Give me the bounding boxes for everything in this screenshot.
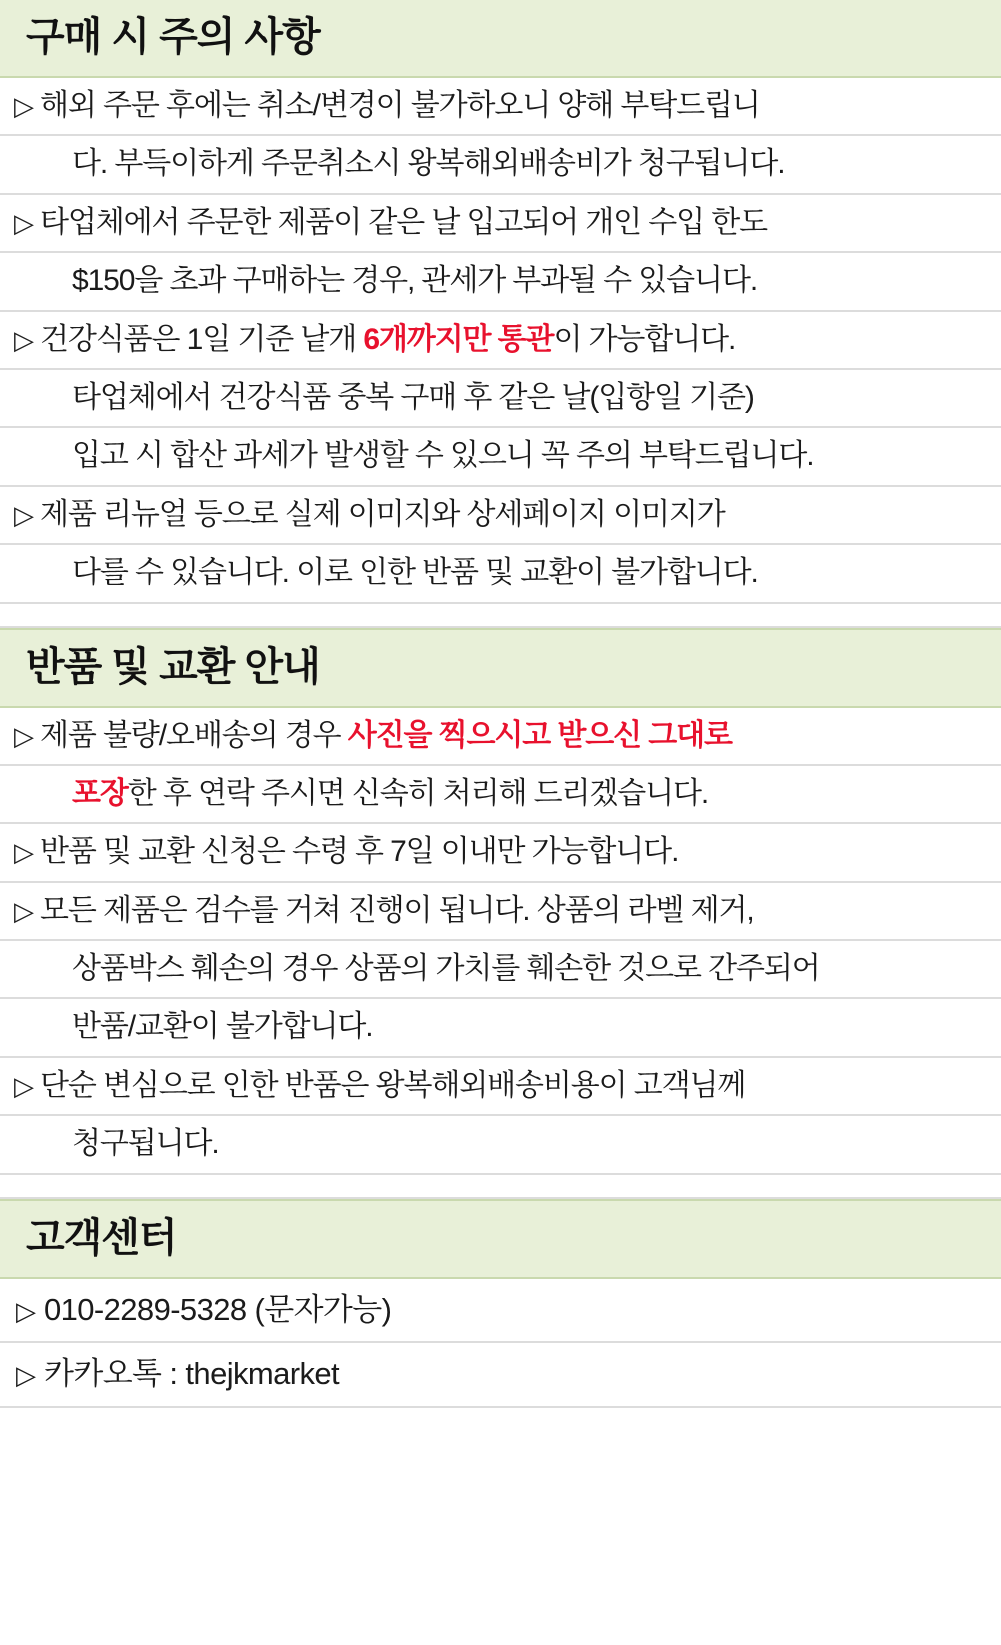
notice-row (0, 487, 1001, 545)
section-divider-2 (0, 1175, 1001, 1199)
highlighted-text: 6개까지만 통관 (363, 322, 554, 356)
notice-row-text (40, 835, 678, 868)
notice-row-text (40, 498, 725, 531)
notice-row-text (72, 381, 754, 414)
notice-row-text (72, 952, 820, 985)
notice-row (0, 766, 1001, 824)
notice-row-text (72, 777, 708, 810)
notice-row-text (72, 1010, 373, 1043)
notice-row (0, 1058, 1001, 1116)
notice-row (0, 824, 1001, 882)
plain-text: $150을 초과 구매하는 경우, 관세가 부과될 수 있습니다. (72, 264, 758, 298)
plain-text: 다. 부득이하게 주문취소시 왕복해외배송비가 청구됩니다. (72, 147, 785, 181)
bullet-triangle-icon: ▷ (14, 91, 33, 121)
notice-row-text (40, 1069, 745, 1102)
contact-row[interactable] (0, 1343, 1001, 1408)
notice-row (0, 941, 1001, 999)
plain-text: 다를 수 있습니다. 이로 인한 반품 및 교환이 불가합니다. (72, 556, 758, 590)
notice-row-text (40, 894, 754, 927)
section-title-customer-center: 고객센터 (26, 1215, 177, 1260)
plain-text: 반품 및 교환 신청은 수령 후 7일 이내만 가능합니다. (40, 835, 679, 869)
highlighted-text: 사진을 찍으시고 받으신 그대로 (347, 718, 732, 752)
notice-row (0, 883, 1001, 941)
notice-row (0, 545, 1001, 603)
plain-text: 타업체에서 주문한 제품이 같은 날 입고되어 개인 수입 한도 (40, 205, 767, 239)
notice-row-text (72, 264, 757, 297)
section-title-return-exchange: 반품 및 교환 안내 (26, 644, 320, 689)
contact-text[interactable]: 010-2289-5328 (문자가능) (44, 1291, 392, 1327)
plain-text: 한 후 연락 주시면 신속히 처리해 드리겠습니다. (127, 776, 709, 810)
contact-text[interactable]: 카카오톡 : thejkmarket (44, 1356, 340, 1392)
plain-text: 입고 시 합산 과세가 발생할 수 있으니 꼭 주의 부탁드립니다. (72, 439, 814, 473)
notice-row (0, 78, 1001, 136)
bullet-triangle-icon: ▷ (14, 720, 33, 751)
section-header-purchase-notice (0, 0, 1001, 78)
bullet-triangle-icon: ▷ (16, 1295, 36, 1326)
highlighted-text: 포장 (72, 776, 128, 810)
notice-row-text (40, 89, 760, 122)
notice-row-text (72, 439, 813, 472)
notice-row (0, 370, 1001, 428)
bullet-triangle-icon: ▷ (14, 895, 33, 926)
page-title: 구매 시 주의 사항 (26, 15, 320, 59)
plain-text: 반품/교환이 불가합니다. (72, 1010, 373, 1044)
section-header-customer-center (0, 1199, 1001, 1279)
notice-row (0, 999, 1001, 1057)
notice-row (0, 312, 1001, 370)
notice-row (0, 195, 1001, 253)
notice-row-text (40, 206, 767, 239)
notice-row-text (72, 556, 758, 589)
notice-row-text (72, 147, 785, 180)
plain-text: 이 가능합니다. (553, 322, 736, 356)
return-exchange-list (0, 708, 1001, 1175)
bullet-triangle-icon: ▷ (14, 499, 33, 530)
plain-text: 해외 주문 후에는 취소/변경이 불가하오니 양해 부탁드립니 (40, 89, 760, 122)
bullet-triangle-icon: ▷ (14, 837, 33, 868)
bullet-triangle-icon: ▷ (16, 1360, 36, 1391)
notice-row (0, 428, 1001, 486)
notice-row-text (40, 719, 732, 752)
plain-text: 제품 리뉴얼 등으로 실제 이미지와 상세페이지 이미지가 (40, 497, 725, 531)
bullet-triangle-icon: ▷ (14, 207, 33, 238)
plain-text: 청구됩니다. (72, 1127, 219, 1161)
plain-text: 단순 변심으로 인한 반품은 왕복해외배송비용이 고객님께 (40, 1068, 746, 1102)
notice-row (0, 253, 1001, 311)
plain-text: 상품박스 훼손의 경우 상품의 가치를 훼손한 것으로 간주되어 (72, 952, 820, 986)
notice-row (0, 708, 1001, 766)
plain-text: 타업체에서 건강식품 중복 구매 후 같은 날(입항일 기준) (72, 380, 754, 414)
notice-row-text (72, 1127, 219, 1160)
bullet-triangle-icon: ▷ (14, 1070, 33, 1101)
contact-row[interactable] (0, 1279, 1001, 1344)
notice-row-text (40, 323, 735, 356)
plain-text: 제품 불량/오배송의 경우 (40, 718, 348, 752)
page-bottom-space (0, 1408, 1001, 1645)
purchase-notice-list (0, 78, 1001, 604)
section-header-return-exchange (0, 628, 1001, 708)
notice-row (0, 1116, 1001, 1174)
customer-center-list (0, 1279, 1001, 1409)
plain-text: 모든 제품은 검수를 거쳐 진행이 됩니다. 상품의 라벨 제거, (40, 893, 754, 927)
plain-text: 건강식품은 1일 기준 낱개 (40, 322, 364, 356)
notice-row (0, 136, 1001, 194)
bullet-triangle-icon: ▷ (14, 324, 33, 355)
section-divider-1 (0, 604, 1001, 628)
